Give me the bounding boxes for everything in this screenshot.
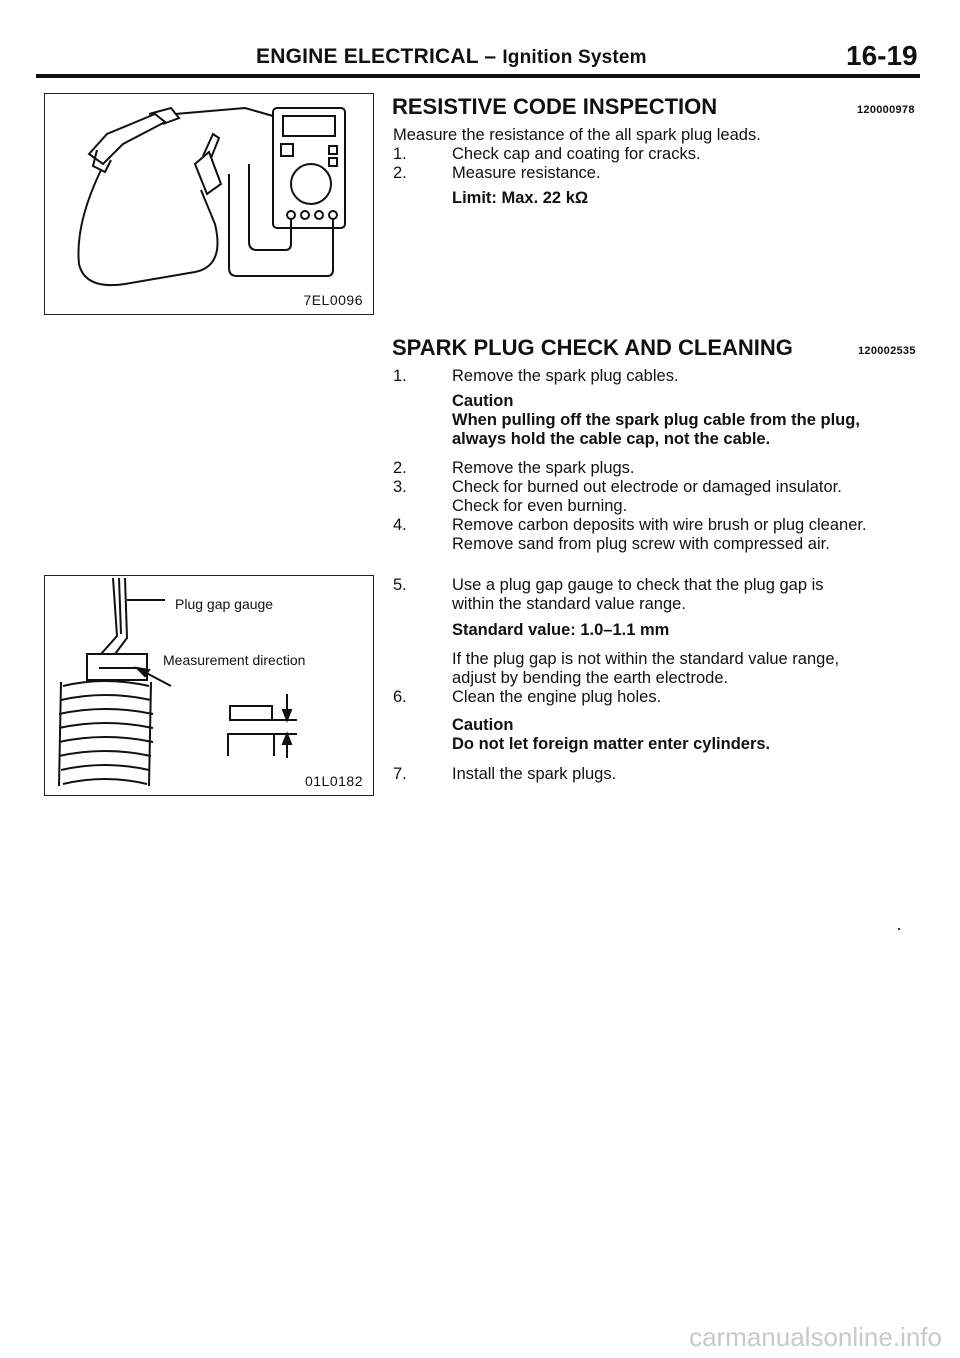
- note-text: If the plug gap is not within the standard value range,: [452, 650, 840, 668]
- header-rule: [36, 74, 920, 78]
- caution-text: When pulling off the spark plug cable from the plug,: [452, 411, 860, 429]
- standard-value: Standard value: 1.0–1.1 mm: [452, 621, 670, 639]
- caution-text: Do not let foreign matter enter cylinders.: [452, 735, 771, 753]
- figure-code: 01L0182: [304, 773, 363, 789]
- plug-gap-figure: [44, 575, 374, 796]
- watermark: carmanualsonline.info: [689, 1322, 942, 1352]
- step-number: 7.: [393, 765, 407, 783]
- figure-code: 7EL0096: [303, 292, 363, 308]
- step-number: 5.: [393, 576, 407, 594]
- step-text: Check cap and coating for cracks.: [452, 145, 701, 163]
- step-text: Remove the spark plug cables.: [452, 367, 679, 385]
- section-title-resistive-code: RESISTIVE CODE INSPECTION: [392, 94, 718, 119]
- caution-label: Caution: [452, 716, 514, 734]
- step-text: Clean the engine plug holes.: [452, 688, 662, 706]
- step-continuation: within the standard value range.: [452, 595, 686, 613]
- stray-mark: [898, 928, 900, 930]
- step-text: Install the spark plugs.: [452, 765, 617, 783]
- section-title-spark-plug: SPARK PLUG CHECK AND CLEANING: [392, 335, 793, 360]
- step-number: 4.: [393, 516, 407, 534]
- page-number: 16-19: [846, 40, 918, 71]
- step-text: Remove carbon deposits with wire brush or plug cleaner.: [452, 516, 867, 534]
- section-code: 120002535: [858, 345, 916, 357]
- step-number: 1.: [393, 145, 407, 163]
- measurement-direction-label: Measurement direction: [163, 652, 306, 668]
- step-text: Use a plug gap gauge to check that the plug gap is: [452, 576, 824, 594]
- step-text: Measure resistance.: [452, 164, 601, 182]
- step-number: 1.: [393, 367, 407, 385]
- step-text: Remove the spark plugs.: [452, 459, 635, 477]
- header-title: ENGINE ELECTRICAL – Ignition System: [256, 45, 647, 68]
- step-number: 2.: [393, 164, 407, 182]
- page-header: [0, 0, 960, 80]
- step-continuation: Check for even burning.: [452, 497, 628, 515]
- section-code: 120000978: [857, 104, 915, 116]
- note-text: adjust by bending the earth electrode.: [452, 669, 729, 687]
- section-intro: Measure the resistance of the all spark plug leads.: [393, 126, 761, 144]
- multimeter-illustration: [45, 94, 373, 314]
- step-text: Check for burned out electrode or damaged insulator.: [452, 478, 842, 496]
- caution-label: Caution: [452, 392, 514, 410]
- multimeter-figure: [44, 93, 374, 315]
- limit-value: Limit: Max. 22 kΩ: [452, 189, 589, 207]
- step-continuation: Remove sand from plug screw with compressed air.: [452, 535, 830, 553]
- step-number: 2.: [393, 459, 407, 477]
- step-number: 6.: [393, 688, 407, 706]
- plug-gap-gauge-label: Plug gap gauge: [175, 596, 274, 612]
- caution-text: always hold the cable cap, not the cable.: [452, 430, 771, 448]
- step-number: 3.: [393, 478, 407, 496]
